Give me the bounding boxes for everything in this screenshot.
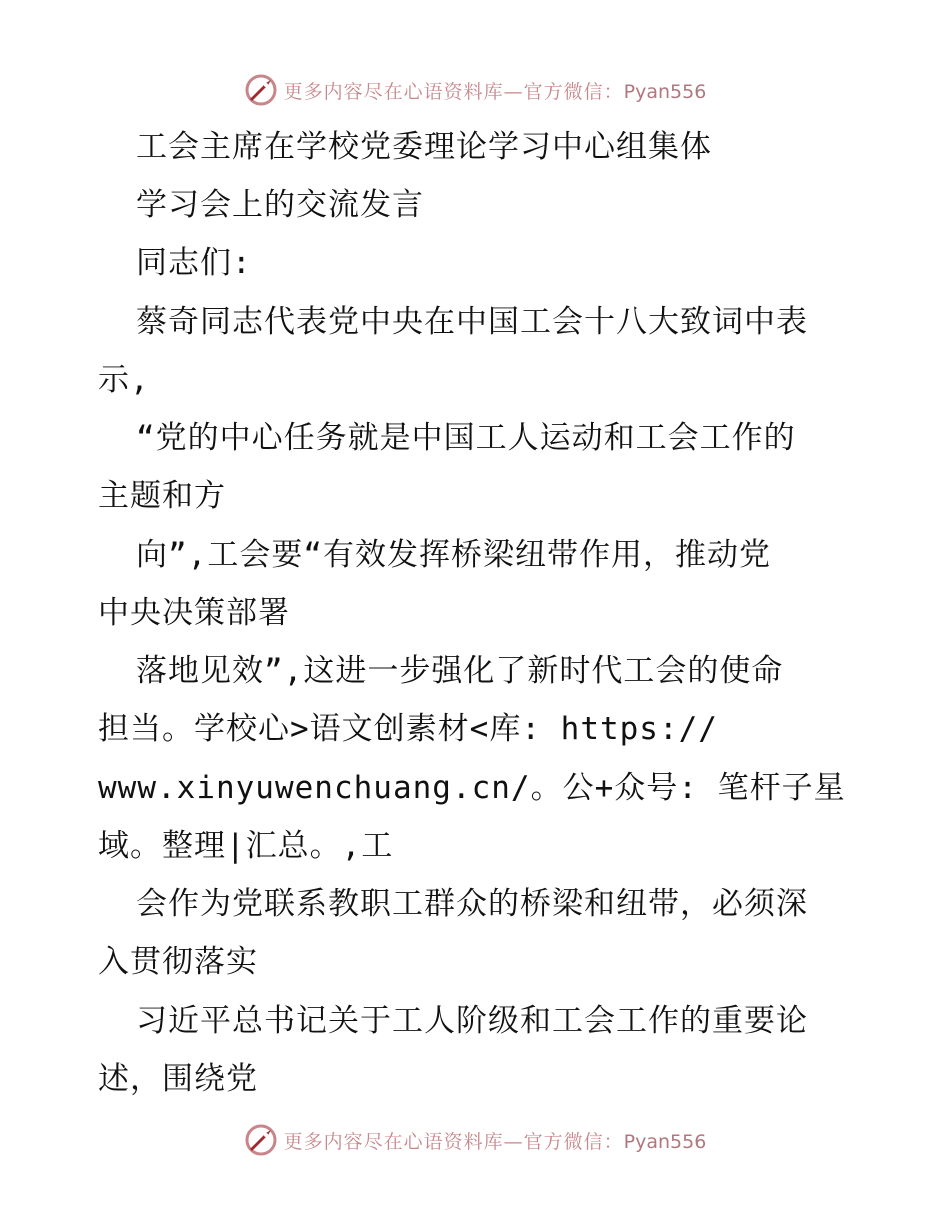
pen-nib-logo-icon xyxy=(244,73,278,107)
greeting: 同志们: xyxy=(136,245,252,281)
pen-nib-logo-icon xyxy=(244,1123,278,1157)
body-line: 担当。学校心>语文创素材<库: https:// xyxy=(98,711,718,747)
body-line: 会作为党联系教职工群众的桥梁和纽带，必须深 xyxy=(136,886,808,922)
body-line: 中央决策部署 xyxy=(98,595,290,631)
doc-title-line-1: 工会主席在学校党委理论学习中心组集体 xyxy=(136,129,712,165)
banner-wechat-id: Pyan556 xyxy=(623,80,707,103)
body-line: 域。整理|汇总。,工 xyxy=(98,828,394,864)
body-line: 示, xyxy=(98,362,150,398)
footer-banner xyxy=(0,1120,950,1160)
body-line: 述，围绕党 xyxy=(98,1061,258,1097)
body-line: 习近平总书记关于工人阶级和工会工作的重要论 xyxy=(136,1003,808,1039)
banner-text: 更多内容尽在心语资料库—官方微信：Pyan556 xyxy=(283,1130,707,1153)
banner-text: 更多内容尽在心语资料库—官方微信：Pyan556 xyxy=(283,80,707,103)
body-line: 主题和方 xyxy=(98,478,226,514)
body-line: 入贯彻落实 xyxy=(98,944,258,980)
doc-title-line-2: 学习会上的交流发言 xyxy=(136,187,424,223)
header-banner xyxy=(0,70,950,110)
body-line: “党的中心任务就是中国工人运动和工会工作的 xyxy=(136,420,796,456)
body-line: www.xinyuwenchuang.cn/。公+众号: 笔杆子星 xyxy=(98,770,846,806)
body-line: 向”,工会要“有效发挥桥梁纽带作用，推动党 xyxy=(136,537,771,573)
body-line: 蔡奇同志代表党中央在中国工会十八大致词中表 xyxy=(136,304,808,340)
body-line: 落地见效”,这进一步强化了新时代工会的使命 xyxy=(136,653,784,689)
banner-wechat-id: Pyan556 xyxy=(623,1130,707,1153)
